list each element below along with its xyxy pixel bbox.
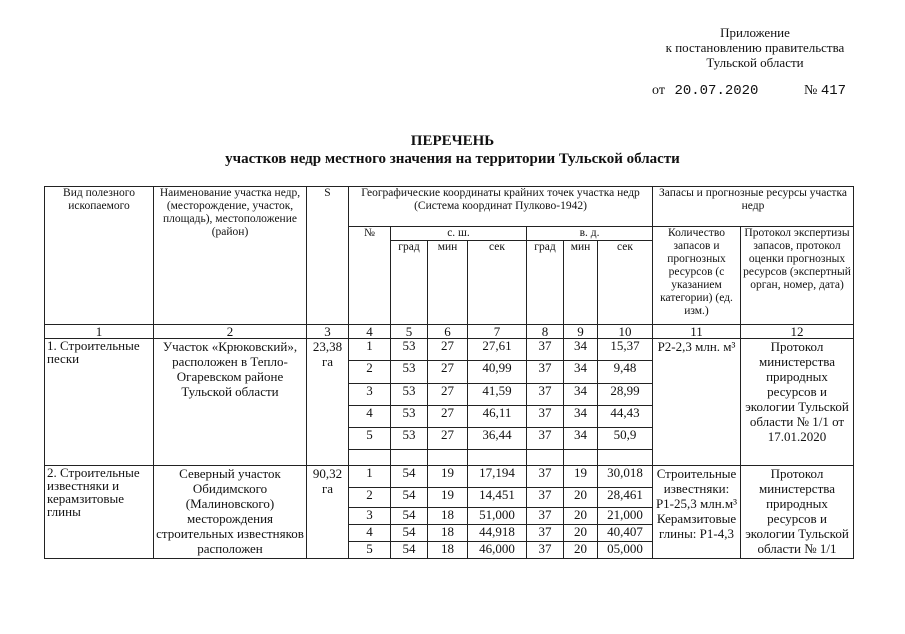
table-cell: 19 <box>428 466 468 488</box>
column-number: 9 <box>564 325 598 339</box>
table-cell: 44,43 <box>598 406 653 428</box>
table-cell: 19 <box>564 466 598 488</box>
table-cell: 53 <box>391 428 428 450</box>
table-cell: 37 <box>527 466 564 488</box>
table-cell: 20 <box>564 542 598 559</box>
empty-cell <box>428 450 468 466</box>
table-cell-protocol: Протокол министерства природных ресурсов и экологии Тульской области № 1/1 от 17.01.2020 <box>741 339 854 466</box>
table-cell: 27 <box>428 406 468 428</box>
table-cell: 05,000 <box>598 542 653 559</box>
appendix-line: Тульской области <box>706 55 804 70</box>
header-type: Вид полезного ископаемого <box>45 187 154 325</box>
table-cell: 53 <box>391 361 428 384</box>
table-cell: 34 <box>564 361 598 384</box>
table-cell: 20 <box>564 508 598 525</box>
header-point-number: № <box>349 227 391 325</box>
table-cell: 46,11 <box>468 406 527 428</box>
header-s: S <box>307 187 349 325</box>
table-cell: 34 <box>564 428 598 450</box>
column-number: 10 <box>598 325 653 339</box>
table-cell: 1 <box>349 466 391 488</box>
table-cell: 1 <box>349 339 391 361</box>
header-latitude: с. ш. <box>391 227 527 241</box>
table-cell: 34 <box>564 339 598 361</box>
header-reserves: Запасы и прогнозные ресурсы участка недр <box>653 187 854 227</box>
appendix-line: Приложение <box>720 25 790 40</box>
table-cell: 53 <box>391 406 428 428</box>
table-cell: 18 <box>428 542 468 559</box>
table-cell-quantity: Строительные известняки: Р1-25,3 млн.м³ Керамзитовые глины: Р1-4,3 <box>653 466 741 559</box>
table-cell: 37 <box>527 339 564 361</box>
table-cell: 54 <box>391 488 428 508</box>
table-cell: 19 <box>428 488 468 508</box>
table-cell: 20 <box>564 488 598 508</box>
table-cell: 53 <box>391 339 428 361</box>
table-cell-type: 2. Строительные известняки и керамзитовые глины <box>45 466 154 559</box>
table-cell: 15,37 <box>598 339 653 361</box>
table-cell: 37 <box>527 361 564 384</box>
table-cell-area: 90,32 га <box>307 466 349 559</box>
empty-cell <box>468 450 527 466</box>
table-cell: 54 <box>391 508 428 525</box>
appendix-line: к постановлению правительства <box>665 40 845 55</box>
empty-cell <box>391 450 428 466</box>
table-cell: 14,451 <box>468 488 527 508</box>
column-number: 3 <box>307 325 349 339</box>
table-cell: 2 <box>349 361 391 384</box>
empty-cell <box>598 450 653 466</box>
table-cell: 54 <box>391 542 428 559</box>
header-name: Наименование участка недр, (месторождение, участок, площадь), местоположение (район) <box>154 187 307 325</box>
table-cell-area: 23,38 га <box>307 339 349 466</box>
column-number: 6 <box>428 325 468 339</box>
table-cell: 5 <box>349 428 391 450</box>
column-number: 8 <box>527 325 564 339</box>
table-cell: 20 <box>564 525 598 542</box>
table-cell: 40,407 <box>598 525 653 542</box>
table-cell: 53 <box>391 384 428 406</box>
table-cell: 4 <box>349 525 391 542</box>
table-cell: 18 <box>428 525 468 542</box>
table-cell: 40,99 <box>468 361 527 384</box>
table-cell: 34 <box>564 384 598 406</box>
table-cell-quantity: Р2-2,3 млн. м³ <box>653 339 741 466</box>
header-geo: Географические координаты крайних точек участка недр (Система координат Пулково-1942) <box>349 187 653 227</box>
table-cell: 27 <box>428 361 468 384</box>
column-number: 11 <box>653 325 741 339</box>
table-cell: 28,99 <box>598 384 653 406</box>
table-cell: 27 <box>428 428 468 450</box>
table-cell: 37 <box>527 525 564 542</box>
header-quantity: Количество запасов и прогнозных ресурсов (с указанием категории) (ед. изм.) <box>653 227 741 325</box>
column-number: 7 <box>468 325 527 339</box>
header-lat-deg: град <box>391 241 428 325</box>
empty-cell <box>564 450 598 466</box>
table-cell: 30,018 <box>598 466 653 488</box>
table-cell: 28,461 <box>598 488 653 508</box>
from-label: от <box>652 83 665 98</box>
table-cell: 50,9 <box>598 428 653 450</box>
table-cell: 41,59 <box>468 384 527 406</box>
table-cell: 21,000 <box>598 508 653 525</box>
table-cell: 54 <box>391 466 428 488</box>
header-lon-min: мин <box>564 241 598 325</box>
table-cell: 37 <box>527 488 564 508</box>
table-cell: 51,000 <box>468 508 527 525</box>
header-lon-sec: сек <box>598 241 653 325</box>
table-cell: 37 <box>527 542 564 559</box>
document-title: ПЕРЕЧЕНЬ <box>410 133 495 149</box>
reserves-table <box>652 186 854 559</box>
table-cell: 4 <box>349 406 391 428</box>
column-number: 4 <box>349 325 391 339</box>
table-cell: 5 <box>349 542 391 559</box>
table-cell-name: Участок «Крюковский», расположен в Тепло-Огаревском районе Тульской области <box>154 339 307 466</box>
decree-number: 417 <box>820 83 847 99</box>
header-lat-min: мин <box>428 241 468 325</box>
decree-line <box>652 83 846 99</box>
table-cell: 54 <box>391 525 428 542</box>
column-number: 1 <box>45 325 154 339</box>
table-cell: 27 <box>428 339 468 361</box>
header-lon-deg: град <box>527 241 564 325</box>
number-label: № <box>803 83 818 98</box>
empty-cell <box>527 450 564 466</box>
table-cell: 2 <box>349 488 391 508</box>
table-cell: 37 <box>527 384 564 406</box>
table-cell: 46,000 <box>468 542 527 559</box>
header-lat-sec: сек <box>468 241 527 325</box>
table-cell: 37 <box>527 406 564 428</box>
table-cell-protocol: Протокол министерства природных ресурсов и экологии Тульской области № 1/1 <box>741 466 854 559</box>
column-number: 12 <box>741 325 854 339</box>
table-cell-type: 1. Строительные пески <box>45 339 154 466</box>
header-protocol: Протокол экспертизы запасов, протокол оценки прогнозных ресурсов (экспертный орган, номер, дата) <box>741 227 854 325</box>
appendix-block <box>620 25 890 70</box>
table-cell: 34 <box>564 406 598 428</box>
table-cell: 18 <box>428 508 468 525</box>
table-cell: 44,918 <box>468 525 527 542</box>
table-cell: 27 <box>428 384 468 406</box>
table-cell: 9,48 <box>598 361 653 384</box>
table-cell: 36,44 <box>468 428 527 450</box>
empty-cell <box>349 450 391 466</box>
table-cell: 17,194 <box>468 466 527 488</box>
registry-table <box>44 186 653 559</box>
document-subtitle: участков недр местного значения на территории Тульской области <box>225 151 680 167</box>
column-number: 2 <box>154 325 307 339</box>
table-cell: 27,61 <box>468 339 527 361</box>
header-longitude: в. д. <box>527 227 653 241</box>
table-cell: 3 <box>349 384 391 406</box>
table-cell: 37 <box>527 428 564 450</box>
decree-date: 20.07.2020 <box>674 83 759 99</box>
table-cell: 3 <box>349 508 391 525</box>
table-cell-name: Северный участок Обидимского (Малиновского) месторождения строительных известняков расположен <box>154 466 307 559</box>
column-number: 5 <box>391 325 428 339</box>
table-cell: 37 <box>527 508 564 525</box>
